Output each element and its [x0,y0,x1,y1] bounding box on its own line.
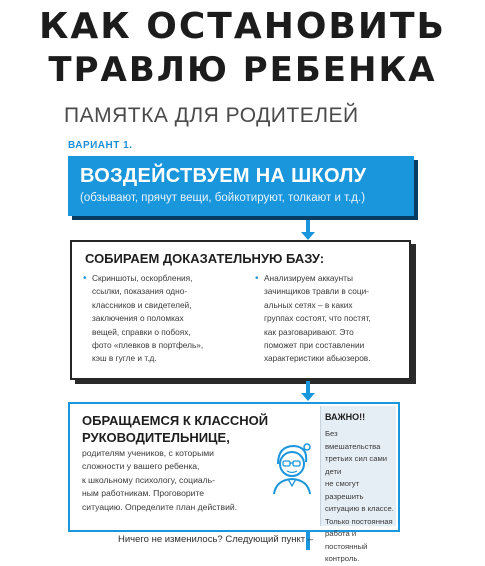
variant-label: ВАРИАНТ 1. [68,140,133,151]
important-note [320,406,396,563]
evidence-line: группах состоят, что постят, [264,313,371,324]
evidence-column-1 [83,272,232,366]
arrow-down-icon [301,393,315,401]
teacher-heading-line: ОБРАЩАЕМСЯ К КЛАССНОЙ [82,413,269,428]
important-line: Только постоянная [325,516,393,526]
evidence-line: классников и свидетелей, [92,299,192,310]
evidence-line: фото «плевков в портфель», [92,340,204,351]
bullet-dot-icon: • [255,273,259,284]
evidence-line: ссылки, показания одно- [92,286,188,297]
evidence-column-2 [255,272,404,366]
evidence-line: характеристики абьюзеров. [264,353,371,364]
evidence-line: Анализируем аккаунты [264,273,353,283]
school-action-subtext: (обзывают, прячут вещи, бойкотируют, толкают и т.д.) [80,192,366,204]
important-line: контроль. [325,554,360,563]
evidence-line: Скриншоты, оскорбления, [92,273,193,283]
subtitle: ПАМЯТКА ДЛЯ РОДИТЕЛЕЙ [64,104,359,127]
arrow-down-icon [301,232,315,240]
evidence-box [70,240,411,380]
evidence-line: заключения о поломках [92,313,184,324]
title-line-2: ТРАВЛЮ РЕБЕНКА [48,50,437,90]
evidence-line: зачинщиков травли в соци- [264,286,370,297]
bullet-dot-icon: • [83,273,87,284]
important-heading: ВАЖНО!! [325,412,366,422]
teacher-body-line: сложности у вашего ребенка, [82,461,200,472]
important-body [325,428,395,566]
important-line: ситуацию в классе. [325,504,394,513]
important-line: третьих сил сами дети [325,454,388,476]
teacher-with-glasses-icon [270,442,314,494]
teacher-heading [82,412,272,446]
school-action-heading: ВОЗДЕЙСТВУЕМ НА ШКОЛУ [80,165,367,187]
evidence-line: вещей, справки о побоях, [92,326,191,337]
title-line-1: КАК ОСТАНОВИТЬ [39,6,446,47]
teacher-body-line: ситуацию. Определите план действий. [82,501,238,512]
school-action-box [68,156,414,216]
evidence-line: поможет при составлении [264,340,365,351]
important-line: не смогут разрешить [325,479,364,501]
evidence-line: как разговаривают. Это [264,326,354,337]
footer-next-step: Ничего не изменилось? Следующий пункт – [118,534,313,545]
evidence-line: альных сетях – в каких [264,299,353,310]
teacher-heading-line: РУКОВОДИТЕЛЬНИЦЕ, [82,430,230,445]
teacher-body-line: ным работникам. Проговорите [82,488,205,499]
important-line: работа и постоянный [325,529,368,551]
evidence-line: кэш в гугле и т.д. [92,353,157,364]
teacher-body-line: родителям учеников, с которыми [82,448,214,458]
evidence-heading: СОБИРАЕМ ДОКАЗАТЕЛЬНУЮ БАЗУ: [85,251,325,266]
important-line: Без вмешательства [325,429,381,451]
teacher-body-line: к школьному психологу, социаль- [82,474,216,485]
teacher-body [82,447,262,514]
